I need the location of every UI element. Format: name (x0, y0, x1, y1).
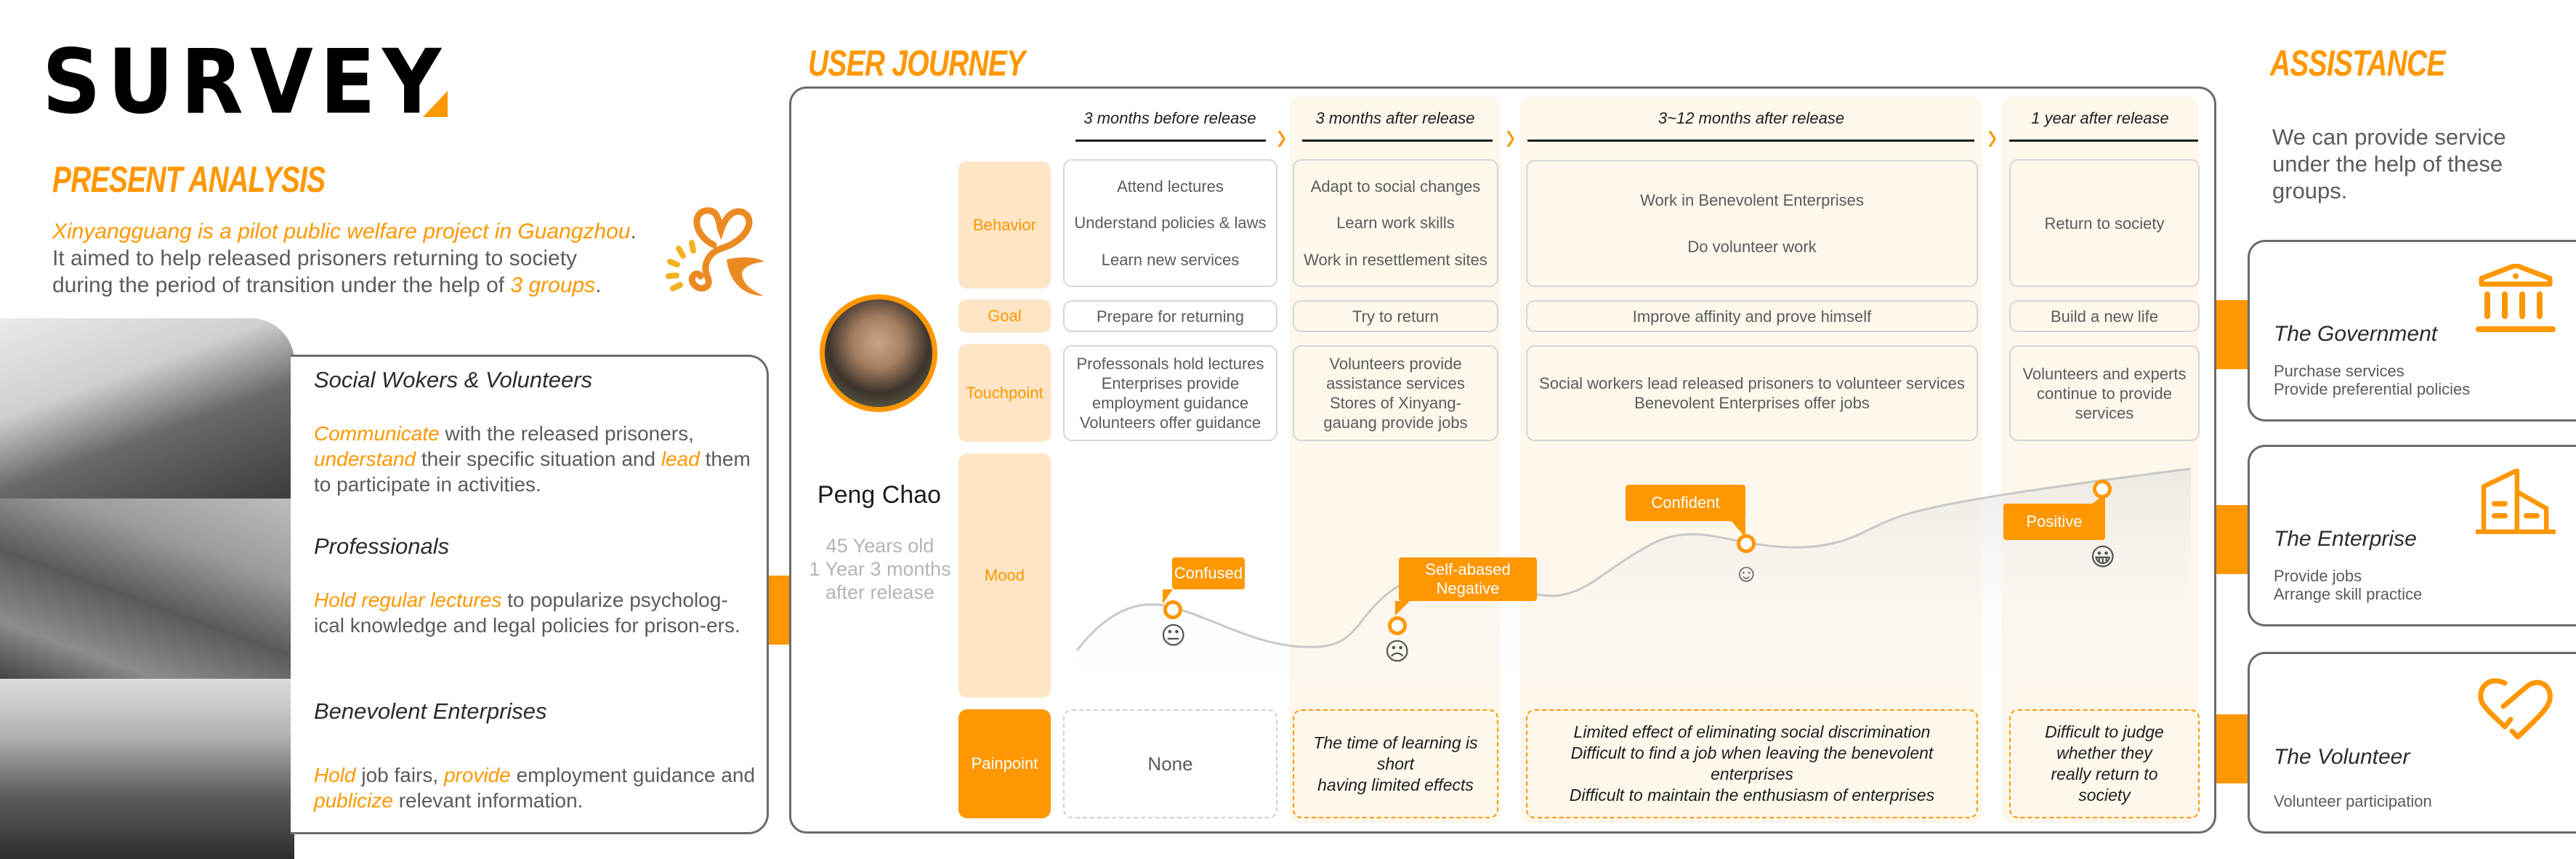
painpoint-cell-4: Difficult to judge whether they really return to society (2009, 709, 2200, 818)
groups-card (291, 355, 769, 834)
photo-stack (0, 318, 294, 859)
mood-tag-self-abased: Self-abased Negative (1399, 557, 1537, 601)
painpoint-cell-2: The time of learning is short having limited effects (1293, 709, 1498, 818)
photo-social-workers (0, 318, 294, 499)
persona-details: 45 Years old 1 Year 3 months after release (809, 535, 951, 603)
chevron-right-icon: › (1506, 114, 1516, 159)
mood-tag-pointer (1395, 601, 1410, 616)
government-building-icon (2476, 264, 2556, 336)
present-analysis-intro: Xinyangguang is a pilot public welfare project in Guangzhou. It aimed to help released prisoners returning to society during the period of transition under the help of 3 groups. (52, 219, 637, 297)
connector-enterprise (2216, 505, 2248, 574)
behavior-cell-1: Attend lectures Understand policies & laws Learn new services (1063, 159, 1277, 287)
painpoint-cell-3: Limited effect of eliminating social discrimination Difficult to find a job when leaving the benevolent enterprises Difficult to maintain the enthusiasm of enterprises (1526, 709, 1978, 818)
connector-government (2216, 300, 2248, 369)
behavior-cell-2: Adapt to social changes Learn work skills Work in resettlement sites (1293, 159, 1498, 287)
phase-header-3: 3~12 months after release (1658, 109, 1845, 127)
logo-accent-triangle (423, 91, 448, 117)
photo-professionals (0, 499, 294, 679)
mood-point-3 (1737, 534, 1756, 553)
assist-card-volunteer: The Volunteer Volunteer participation (2248, 652, 2576, 834)
group-social-workers: Social Wokers & Volunteers Communicate with the released prisoners, understand their specific situation and lead them to participate in activities. (314, 367, 757, 497)
behavior-cell-4: Return to society (2009, 159, 2200, 287)
grin-face-icon: 😀 (2090, 544, 2116, 571)
chevron-right-icon: › (1987, 114, 1998, 159)
group-description: Hold job fairs, provide employment guidance and publicize relevant information. (314, 764, 756, 812)
behavior-cell-3: Work in Benevolent Enterprises Do volunteer work (1526, 160, 1978, 287)
survey-logo: SURVEY (42, 31, 448, 134)
goal-cell-4: Build a new life (2009, 300, 2200, 332)
phase-header-4: 1 year after release (2031, 109, 2169, 127)
phase-underline (1527, 140, 1974, 142)
goal-cell-2: Try to return (1293, 300, 1498, 332)
touchpoint-cell-3: Social workers lead released prisoners to volunteer services Benevolent Enterprises offer jobs (1526, 345, 1978, 441)
phase-header-2: 3 months after release (1315, 109, 1475, 127)
xinyangguang-logo-icon (663, 205, 772, 299)
group-description: Hold regular lectures to popularize psycholog-ical knowledge and legal policies for prison-ers. (314, 589, 740, 637)
touchpoint-cell-1: Professonals hold lectures Enterprises provide employment guidance Volunteers offer guidance (1063, 345, 1277, 441)
persona-name: Peng Chao (817, 481, 942, 509)
phase-underline (2009, 140, 2198, 142)
row-label-goal: Goal (958, 299, 1051, 333)
photo-enterprises (0, 679, 294, 859)
enterprise-building-icon (2476, 469, 2556, 541)
assistance-title: ASSISTANCE (2270, 43, 2445, 84)
mood-point-2 (1388, 616, 1407, 635)
heart-hands-icon (2476, 676, 2556, 749)
row-label-behavior: Behavior (958, 161, 1051, 289)
mood-tag-confident: Confident (1626, 485, 1745, 521)
user-journey-title: USER JOURNEY (808, 43, 1025, 84)
mood-tag-confused: Confused (1172, 557, 1245, 589)
connector-volunteer (2216, 714, 2248, 783)
phase-underline (1075, 140, 1266, 142)
row-label-mood: Mood (958, 453, 1051, 698)
chevron-right-icon: › (1277, 114, 1287, 159)
phase-header-1: 3 months before release (1083, 109, 1256, 127)
assist-card-government: The Government Purchase services Provide preferential policies (2248, 240, 2576, 422)
row-label-touchpoint: Touchpoint (958, 344, 1051, 442)
mood-point-1 (1163, 600, 1182, 619)
mood-tag-positive: Positive (2003, 504, 2105, 540)
assist-card-enterprise: The Enterprise Provide jobs Arrange skill practice (2248, 445, 2576, 626)
group-benevolent-enterprises: Benevolent Enterprises Hold job fairs, provide employment guidance and publicize relevant information. (314, 698, 757, 813)
group-description: Communicate with the released prisoners, understand their specific situation and lead them to participate in activities. (314, 422, 751, 496)
left-connector (769, 576, 789, 645)
touchpoint-cell-4: Volunteers and experts continue to provide services (2009, 345, 2200, 441)
goal-cell-3: Improve affinity and prove himself (1526, 300, 1978, 332)
mood-point-4 (2093, 480, 2112, 499)
touchpoint-cell-2: Volunteers provide assistance services Stores of Xinyang- gauang provide jobs (1293, 345, 1498, 441)
group-professionals: Professionals Hold regular lectures to popularize psycholog-ical knowledge and legal policies for prison-ers. (314, 533, 757, 638)
row-label-painpoint: Painpoint (958, 709, 1051, 818)
present-analysis-title: PRESENT ANALYSIS (52, 159, 326, 200)
smile-face-icon: ☺ (1734, 560, 1759, 587)
neutral-face-icon: 😐 (1160, 622, 1187, 650)
painpoint-cell-1: None (1063, 709, 1277, 818)
assistance-intro: We can provide service under the help of these groups. (2272, 124, 2506, 203)
phase-underline (1302, 140, 1493, 142)
persona-avatar (820, 294, 937, 412)
sad-face-icon: ☹ (1384, 638, 1410, 666)
goal-cell-1: Prepare for returning (1063, 300, 1277, 332)
